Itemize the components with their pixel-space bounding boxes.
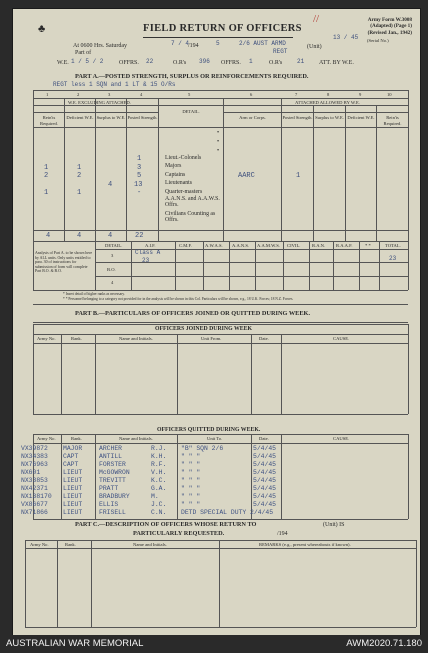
date: 5/4/45 bbox=[253, 493, 277, 500]
officer-initials: M. bbox=[151, 493, 159, 500]
officer-initials: K.H. bbox=[151, 453, 167, 460]
unit-to: " " " bbox=[181, 493, 201, 500]
unit-to: " " " bbox=[181, 485, 201, 492]
officer-name: PRATT bbox=[99, 485, 119, 492]
quitted-head: Army No. bbox=[37, 436, 56, 441]
army-number: VX86677 bbox=[21, 501, 48, 508]
part-c-unit-label: (Unit) IS bbox=[323, 522, 345, 528]
joined-head: Rank. bbox=[71, 336, 82, 341]
unit-to: " " " bbox=[181, 453, 201, 460]
quitted-head: Name and Initials. bbox=[119, 436, 153, 441]
col4-value: 5 bbox=[137, 172, 142, 180]
col-head: Deficient W.E. bbox=[347, 115, 375, 120]
officer-name: McGOWRON bbox=[99, 469, 130, 476]
rank-label: Civilians Counting as Offrs. bbox=[165, 210, 216, 224]
col2-value: 1 bbox=[77, 164, 82, 172]
rank-label: Lieut.-Colonels bbox=[165, 155, 202, 161]
date: 5/4/45 bbox=[253, 501, 277, 508]
officer-initials: K.C. bbox=[151, 477, 167, 484]
unit-typed: 2/6 AUST ARMD bbox=[239, 40, 286, 47]
date: 5/4/45 bbox=[253, 469, 277, 476]
total-value: 4 bbox=[108, 232, 113, 240]
part-c-head: REMARKS (e.g., present whereabouts if known). bbox=[259, 542, 351, 547]
unit-to: "B" SQN 2/6 bbox=[181, 445, 224, 452]
analysis-row-label: B.O. bbox=[107, 267, 116, 272]
part-c-head: Rank. bbox=[65, 542, 76, 547]
analysis-head: R.A.A.F. bbox=[336, 243, 353, 248]
col-head: Arm or Corps. bbox=[239, 115, 266, 120]
date: 5/4/45 bbox=[253, 485, 277, 492]
analysis-value-typed: 23 bbox=[142, 257, 150, 264]
rank-label: Lieutenants bbox=[165, 180, 193, 187]
quitted-head: Rank. bbox=[71, 436, 82, 441]
col-head: Posted Strength. bbox=[127, 115, 158, 120]
col-head: Surplus to W.E. bbox=[315, 115, 344, 120]
col-number: 5 bbox=[188, 92, 191, 97]
analysis-head: * * bbox=[365, 243, 371, 248]
footnote-1: * Insert detail of higher ranks as necessary. bbox=[63, 292, 125, 296]
document-sheet: ♣ // FIELD RETURN OF OFFICERS Army Form W.3008 (Adapted) (Page 1) (Revised Jan., 1942) At 0600 Hrs. Saturday 7 / 4 /194 5 2/6 AUST ARMD (Unit) REGT 13 / 45 (Serial No.) Part of W.E. 1 / 5 / 2 OFFRS. 22 O.R's 396 OFFRS. 1 O.R's 21 ATT. BY W.E. PART A.—POSTED STRENGTH, SURPLUS OR REINFORCEMENTS REQUIRED. REGT less 1 SQN and 1 LT & 15 O/Rs 1 2 3 4 5 6 7 8 9 10 W.E. EXCLUDING ATTACHED. ATTACHED ALLOWED BY W.E. Rein'ts Required. Deficient W.E. Surplus to W.E. Posted Strength. DETAIL. Arm or Corps. Posted Strength. Surplus to W.E. Deficient W.E. Rein'ts Required. • • • Lieut.-Colonels Majors Captains Lieutenants Quarter-masters A.A.N.S. and A.A.W.S. Offrs. Civilians Counting as Offrs. 1 2 1 1 2 1 4 1 3 5 13 - AARC 1 4 4 4 22 DETAIL. A.I.F. C.M.F. A.W.A.S. A.A.N.S. A.A.M.W.S. CIVIL. R.A.N. R.A.A.F. * * TOTAL. 3 B.O. 4 Class A 23 23 Analysis of Part A. to be shown here by ALL units. Only units entitled to para. 30 of instructions for submission of form will complete Part B.O. & B.O. * Insert detail of higher ranks as necessary. * * Personnel belonging to a category not provided for in the analysis will be shown in this Col. Particulars will be shown, e.g., 18 U.K. Forces; 18 N.Z. Forces. PART B.—PARTICULARS OF OFFICERS JOINED OR QUITTED DURING WEEK. OFFICERS JOINED DURING WEEK Army No. Rank. Name and Initials. Unit From. Date. CAUSE. OFFICERS QUITTED DURING WEEK. Army No. Rank. Name and Initials. Unit To. Date. CAUSE. VX39872 MAJOR ARCHER R.J. "B" SQN 2/6 5/4/45 NX34383 CAPT ANTILL K.H. " " " 5/4/45 NX76963 CAPT FORSTER R.F. " " " 5/4/45 NX601 LIEUT McGOWRON V.H. " " " 5/4/45 NX33853 LIEUT TREVITT K.C. " " " 5/4/45 NX42371 LIEUT PRATT G.A. " " " 5/4/45 NX138170 LIEUT BRADBURY M. " " " 5/4/45 VX86677 LIEUT ELLIS J.C. " " " 5/4/45 NX71866 LIEUT FRISELL C.N. DETD SPECIAL DUTY 2/4/45 PART C.—DESCRIPTION OF OFFICERS WHOSE RETURN TO (Unit) IS PARTICULARLY REQUESTED. /194 Army No. Rank. Name and Initials. REMARKS (e.g., present whereabouts if known). bbox=[13, 9, 420, 635]
footer-institution: AUSTRALIAN WAR MEMORIAL bbox=[6, 638, 144, 649]
ors-label-2: O.R's bbox=[269, 60, 283, 66]
form-title: FIELD RETURN OF OFFICERS bbox=[143, 23, 302, 34]
arm-corps-value: AARC bbox=[238, 172, 255, 180]
date: 5/4/45 bbox=[253, 445, 277, 452]
col-number: 4 bbox=[140, 92, 143, 97]
total-value: 4 bbox=[77, 232, 82, 240]
part-a-title: PART A.—POSTED STRENGTH, SURPLUS OR REINFORCEMENTS REQUIRED. bbox=[75, 73, 309, 80]
red-ink-mark: // bbox=[313, 13, 320, 25]
quitted-head: Date. bbox=[259, 436, 269, 441]
rank: CAPT bbox=[63, 461, 79, 468]
rank: LIEUT bbox=[63, 509, 83, 516]
rank: LIEUT bbox=[63, 493, 83, 500]
analysis-head: TOTAL. bbox=[385, 243, 401, 248]
unit-to: " " " bbox=[181, 469, 201, 476]
footnote-2: * * Personnel belonging to a category not provided for in the analysis will be shown in this Col. Particulars will be shown, e.g., 18 U.K. Forces; 18 N.Z. Forces. bbox=[63, 297, 294, 301]
group-right-heading: ATTACHED ALLOWED BY W.E. bbox=[295, 100, 360, 105]
rank-label: A.A.N.S. and A.A.W.S. Offrs. bbox=[165, 196, 220, 209]
date: 5/4/45 bbox=[253, 453, 277, 460]
officer-initials: J.C. bbox=[151, 501, 167, 508]
analysis-head: C.M.F. bbox=[179, 243, 192, 248]
col-number: 1 bbox=[46, 92, 49, 97]
col-head: Rein'ts Required. bbox=[383, 115, 402, 126]
year-prefix: /194 bbox=[188, 43, 199, 49]
rank: CAPT bbox=[63, 453, 79, 460]
at-label: At 0600 Hrs. Saturday bbox=[73, 43, 127, 49]
footer-accession-number: AWM2020.71.180 bbox=[346, 638, 422, 649]
col2-value: 2 bbox=[77, 172, 82, 180]
army-number: NX34383 bbox=[21, 453, 48, 460]
col-head: Deficient W.E. bbox=[66, 115, 94, 120]
army-number: VX39872 bbox=[21, 445, 48, 452]
unit-typed-2: REGT bbox=[273, 48, 288, 55]
analysis-head: A.A.N.S. bbox=[232, 243, 250, 248]
col-head: Surplus to W.E. bbox=[96, 115, 126, 120]
officer-initials: V.H. bbox=[151, 469, 167, 476]
rank: LIEUT bbox=[63, 477, 83, 484]
we-label: W.E. bbox=[57, 60, 69, 66]
col4-value: 13 bbox=[134, 181, 143, 189]
col1-value: 1 bbox=[44, 164, 49, 172]
part-c-head: Army No. bbox=[30, 542, 49, 547]
serial-label: (Serial No.) bbox=[367, 38, 389, 43]
analysis-total-typed: 23 bbox=[389, 255, 397, 262]
officer-name: FORSTER bbox=[99, 461, 126, 468]
analysis-class-typed: Class A bbox=[135, 249, 161, 256]
joined-head: CAUSE. bbox=[333, 336, 350, 341]
serial-typed: 13 / 45 bbox=[333, 34, 359, 41]
col-head: Posted Strength. bbox=[282, 115, 313, 120]
analysis-row-label: 4 bbox=[111, 280, 114, 285]
army-number: NX76963 bbox=[21, 461, 48, 468]
officer-name: ARCHER bbox=[99, 445, 123, 452]
officer-name: ELLIS bbox=[99, 501, 119, 508]
col-number: 9 bbox=[359, 92, 362, 97]
officer-initials: R.J. bbox=[151, 445, 167, 452]
ors-label: O.R's bbox=[173, 60, 187, 66]
unit-label: (Unit) bbox=[307, 44, 322, 50]
offrs-typed: 22 bbox=[146, 58, 154, 65]
col4-value: 1 bbox=[137, 155, 142, 163]
col7-value: 1 bbox=[296, 172, 301, 180]
analysis-head: A.A.M.W.S. bbox=[257, 243, 280, 248]
group-left-heading: W.E. EXCLUDING ATTACHED. bbox=[68, 100, 131, 105]
form-reference: Army Form W.3008 (Adapted) (Page 1) (Revised Jan., 1942) bbox=[367, 17, 412, 36]
corner-mark: ♣ bbox=[38, 23, 46, 35]
army-number: NX71866 bbox=[21, 509, 48, 516]
quitted-head: Unit To. bbox=[207, 436, 223, 441]
army-number: NX138170 bbox=[21, 493, 52, 500]
offrs-typed-2: 1 bbox=[249, 58, 253, 65]
officer-initials: C.N. bbox=[151, 509, 167, 516]
part-a-typed-note: REGT less 1 SQN and 1 LT & 15 O/Rs bbox=[53, 81, 176, 88]
col-number: 8 bbox=[327, 92, 330, 97]
col-number: 10 bbox=[387, 92, 392, 97]
rank: LIEUT bbox=[63, 485, 83, 492]
unit-to: " " " bbox=[181, 461, 201, 468]
col3-value: 4 bbox=[108, 181, 113, 189]
part-c-head: Name and Initials. bbox=[133, 542, 167, 547]
quitted-title: OFFICERS QUITTED DURING WEEK. bbox=[157, 427, 261, 433]
rank-label: Quarter-masters bbox=[165, 188, 203, 195]
part-c-line2: PARTICULARLY REQUESTED. bbox=[133, 530, 225, 537]
quitted-head: CAUSE. bbox=[333, 436, 350, 441]
analysis-head: DETAIL. bbox=[105, 243, 123, 248]
we-typed: 1 / 5 / 2 bbox=[71, 58, 104, 65]
joined-head: Army No. bbox=[37, 336, 56, 341]
date: 5/4/45 bbox=[253, 477, 277, 484]
rank: MAJOR bbox=[63, 445, 83, 452]
date-typed: 7 / 4 bbox=[171, 40, 190, 47]
col2-value: 1 bbox=[77, 189, 82, 197]
col-head: DETAIL. bbox=[182, 109, 200, 114]
part-b-title: PART B.—PARTICULARS OF OFFICERS JOINED OR QUITTED DURING WEEK. bbox=[75, 310, 311, 317]
year-typed: 5 bbox=[216, 40, 220, 47]
offrs-label: OFFRS. bbox=[119, 60, 139, 66]
date: 5/4/45 bbox=[253, 461, 277, 468]
officer-name: ANTILL bbox=[99, 453, 123, 460]
total-value: 22 bbox=[135, 232, 144, 240]
officer-name: TREVITT bbox=[99, 477, 126, 484]
officer-name: BRADBURY bbox=[99, 493, 130, 500]
unit-to: DETD SPECIAL DUTY 2/4/45 bbox=[181, 509, 274, 516]
part-c-title: PART C.—DESCRIPTION OF OFFICERS WHOSE RETURN TO bbox=[75, 521, 257, 528]
part-c-year-label: /194 bbox=[277, 531, 288, 537]
col-head: Rein'ts Required. bbox=[40, 115, 58, 126]
col-number: 3 bbox=[108, 92, 111, 97]
unit-to: " " " bbox=[181, 477, 201, 484]
joined-title: OFFICERS JOINED DURING WEEK bbox=[155, 326, 253, 332]
rank: LIEUT bbox=[63, 469, 83, 476]
officer-name: FRISELL bbox=[99, 509, 126, 516]
joined-head: Date. bbox=[259, 336, 269, 341]
col4-value: 3 bbox=[137, 164, 142, 172]
col1-value: 1 bbox=[44, 189, 49, 197]
joined-head: Unit From. bbox=[201, 336, 222, 341]
col1-value: 2 bbox=[44, 172, 49, 180]
rank-label: Majors bbox=[165, 163, 182, 170]
rank: LIEUT bbox=[63, 501, 83, 508]
ors-typed-2: 21 bbox=[297, 58, 305, 65]
officer-initials: R.F. bbox=[151, 461, 167, 468]
rank-list bbox=[165, 154, 223, 224]
col4-value: - bbox=[137, 189, 142, 197]
archive-footer bbox=[0, 635, 428, 653]
army-number: NX33853 bbox=[21, 477, 48, 484]
col-number: 7 bbox=[295, 92, 298, 97]
analysis-row-label: 3 bbox=[111, 253, 114, 258]
att-label: ATT. BY W.E. bbox=[319, 60, 354, 66]
total-value: 4 bbox=[46, 232, 51, 240]
title-underline bbox=[143, 37, 293, 38]
analysis-head: A.W.A.S. bbox=[205, 243, 223, 248]
rank-label: Captains bbox=[165, 171, 186, 178]
col-number: 6 bbox=[250, 92, 253, 97]
army-number: NX42371 bbox=[21, 485, 48, 492]
ors-typed: 396 bbox=[199, 58, 210, 65]
joined-head: Name and Initials. bbox=[119, 336, 153, 341]
part-of-label: Part of bbox=[75, 50, 92, 56]
offrs-label-2: OFFRS. bbox=[221, 60, 241, 66]
army-number: NX601 bbox=[21, 469, 41, 476]
analysis-head: CIVIL. bbox=[287, 243, 301, 248]
analysis-head: R.A.N. bbox=[312, 243, 326, 248]
unit-to: " " " bbox=[181, 501, 201, 508]
officer-initials: G.A. bbox=[151, 485, 167, 492]
analysis-note: Analysis of Part A. to be shown here by ALL units. Only units entitled to para. 30 of instructions for submission of form will complete Part B.O. & B.O. bbox=[35, 251, 93, 274]
col-number: 2 bbox=[77, 92, 80, 97]
analysis-head: A.I.F. bbox=[145, 243, 156, 248]
